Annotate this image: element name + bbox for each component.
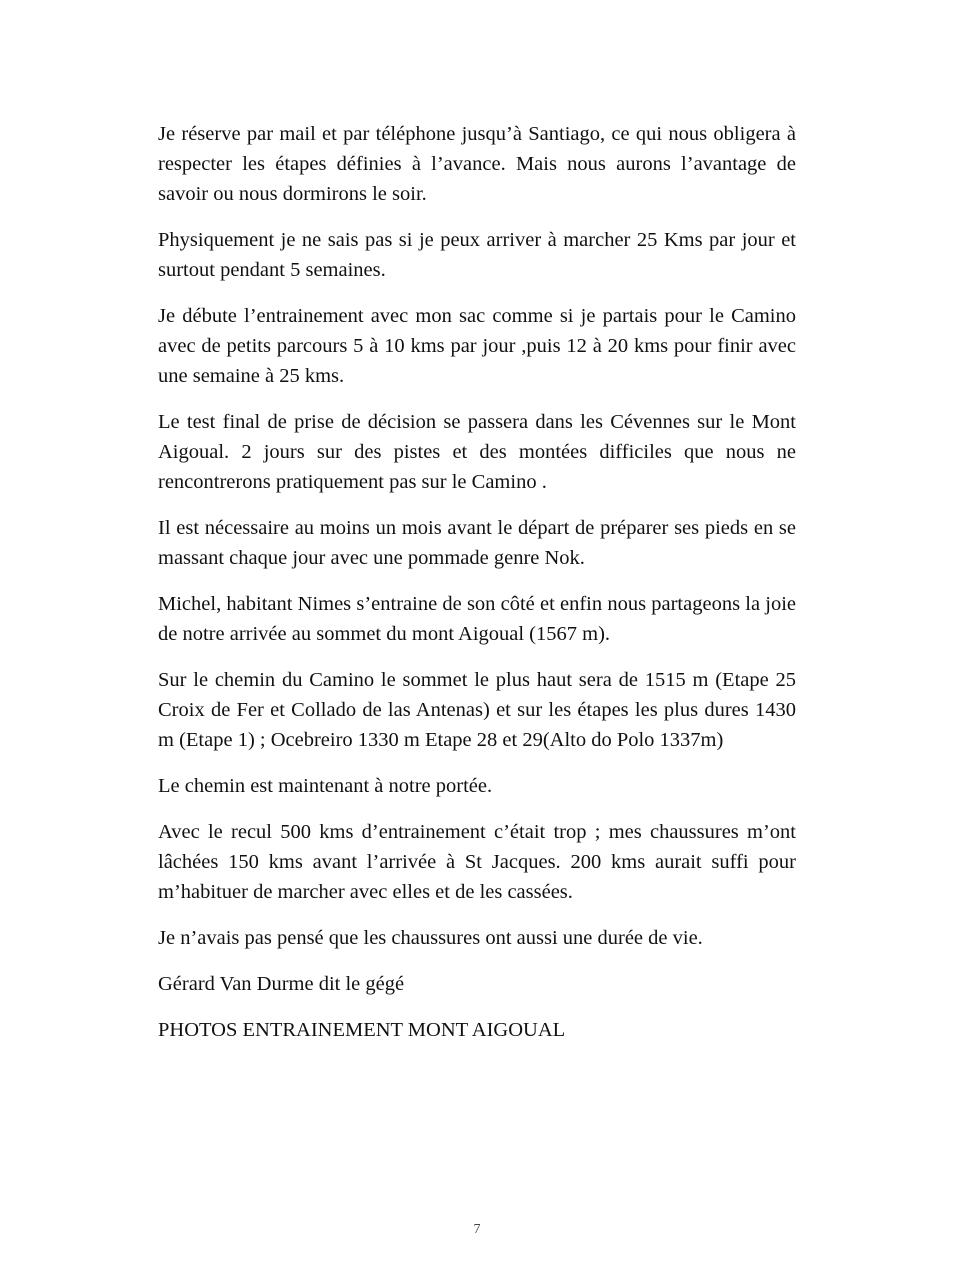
paragraph-entrainement: Je débute l’entrainement avec mon sac comme si je partais pour le Camino avec de petits parcours 5 à 10 kms par jour ,puis 12 à 20 kms pour finir avec une semaine à 25 kms. <box>158 305 796 387</box>
paragraph-chemin: Le chemin est maintenant à notre portée. <box>158 775 493 797</box>
paragraph-chaussures: Je n’avais pas pensé que les chaussures ont aussi une durée de vie. <box>158 927 703 949</box>
paragraph-test-final: Le test final de prise de décision se passera dans les Cévennes sur le Mont Aigoual. 2 jours sur des pistes et des montées difficiles que nous ne rencontrerons pratiquement pas sur le Camino . <box>158 411 796 493</box>
paragraph-recul: Avec le recul 500 kms d’entrainement c’était trop ; mes chaussures m’ont lâchées 150 kms avant l’arrivée à St Jacques. 200 kms aurait suffi pour m’habituer de marcher avec elles et de les cassées. <box>158 821 796 903</box>
paragraph-pieds: Il est nécessaire au moins un mois avant le départ de préparer ses pieds en se massant chaque jour avec une pommade genre Nok. <box>158 517 796 569</box>
paragraph-reservation: Je réserve par mail et par téléphone jusqu’à Santiago, ce qui nous obligera à respecter les étapes définies à l’avance. Mais nous aurons l’avantage de savoir ou nous dormirons le soir. <box>158 123 796 205</box>
paragraph-physique: Physiquement je ne sais pas si je peux arriver à marcher 25 Kms par jour et surtout pendant 5 semaines. <box>158 229 796 281</box>
page-number: 7 <box>473 1222 481 1237</box>
body-text <box>158 119 796 1061</box>
author-signature: Gérard Van Durme dit le gégé <box>158 973 405 995</box>
paragraph-michel: Michel, habitant Nimes s’entraine de son côté et enfin nous partageons la joie de notre arrivée au sommet du mont Aigoual (1567 m). <box>158 593 796 645</box>
paragraph-sommet: Sur le chemin du Camino le sommet le plus haut sera de 1515 m (Etape 25 Croix de Fer et Collado de las Antenas) et sur les étapes les plus dures 1430 m (Etape 1) ; Ocebreiro 1330 m Etape 28 et 29(Alto do Polo 1337m) <box>158 669 796 751</box>
photos-heading: PHOTOS ENTRAINEMENT MONT AIGOUAL <box>158 1019 566 1041</box>
